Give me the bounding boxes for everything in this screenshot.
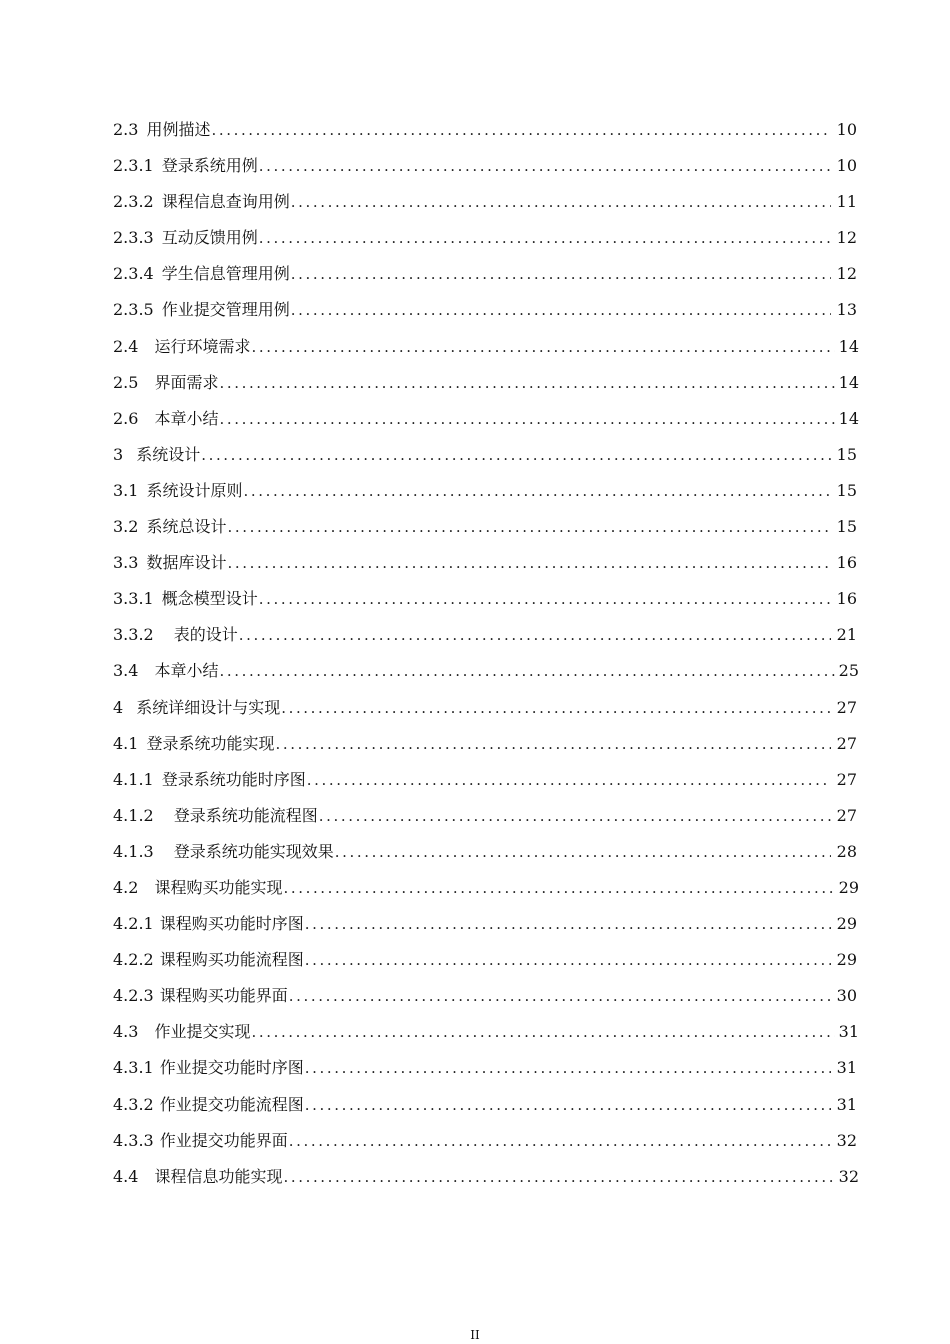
toc-entry-page: 27 (836, 769, 857, 789)
toc-entry[interactable] (113, 622, 859, 658)
toc-entry[interactable] (113, 1164, 859, 1204)
toc-entry-page: 29 (836, 914, 857, 934)
toc-entry-number: 4.3.2 (113, 1094, 154, 1114)
toc-dot-leader (227, 550, 831, 576)
toc-entry-title: 作业提交功能时序图 (159, 1058, 304, 1078)
toc-entry-title: 课程信息功能实现 (154, 1166, 283, 1186)
toc-entry[interactable] (113, 261, 859, 297)
toc-dot-leader (275, 731, 831, 757)
toc-dot-leader (227, 514, 831, 540)
toc-entry-number: 3.4 (113, 661, 139, 681)
toc-dot-leader (289, 1128, 831, 1154)
toc-entry-title: 作业提交管理用例 (161, 300, 290, 320)
toc-entry-page: 25 (838, 661, 859, 681)
toc-dot-leader (307, 767, 831, 793)
toc-entry-page: 28 (836, 841, 857, 861)
toc-entry[interactable] (113, 731, 859, 767)
toc-entry-number: 4.1.3 (113, 841, 154, 861)
toc-entry[interactable] (113, 911, 859, 947)
toc-entry-page: 29 (838, 877, 859, 897)
toc-entry-number: 4.3 (113, 1022, 139, 1042)
toc-entry-page: 16 (836, 589, 857, 609)
toc-entry-title: 登录系统功能流程图 (173, 805, 318, 825)
toc-entry-number: 2.5 (113, 372, 139, 392)
toc-entry-title: 用例描述 (146, 120, 211, 139)
toc-dot-leader (319, 803, 831, 829)
toc-entry-page: 27 (836, 697, 857, 717)
toc-entry[interactable] (113, 370, 859, 406)
toc-entry-number: 3.1 (113, 480, 139, 500)
toc-entry-number: 2.3.4 (113, 264, 154, 284)
toc-entry-title: 登录系统功能实现效果 (173, 841, 334, 861)
toc-entry[interactable] (113, 334, 859, 370)
toc-entry-title: 本章小结 (154, 661, 219, 681)
toc-entry-number: 4.1 (113, 733, 139, 753)
toc-dot-leader (305, 1055, 831, 1081)
toc-dot-leader (335, 839, 831, 865)
toc-entry-number: 4.2.3 (113, 986, 154, 1006)
toc-dot-leader (283, 1164, 834, 1190)
toc-entry-title: 学生信息管理用例 (161, 264, 290, 284)
toc-dot-leader (259, 153, 831, 179)
toc-entry[interactable] (113, 514, 859, 550)
toc-entry[interactable] (113, 442, 859, 478)
toc-dot-leader (259, 586, 831, 612)
toc-entry-title: 运行环境需求 (154, 336, 251, 356)
toc-entry-number: 4.2 (113, 877, 139, 897)
toc-entry[interactable] (113, 586, 859, 622)
toc-entry-number: 2.3 (113, 120, 139, 139)
toc-entry-number: 4.2.1 (113, 914, 154, 934)
toc-entry[interactable] (113, 478, 859, 514)
toc-dot-leader (305, 1092, 831, 1118)
toc-dot-leader (281, 695, 831, 721)
toc-entry-page: 30 (836, 986, 857, 1006)
toc-entry-number: 4.1.1 (113, 769, 154, 789)
toc-entry[interactable] (113, 189, 859, 225)
toc-entry-page: 12 (836, 228, 857, 248)
toc-entry-title: 课程购买功能实现 (154, 877, 283, 897)
toc-entry-page: 29 (836, 950, 857, 970)
toc-dot-leader (291, 261, 831, 287)
toc-dot-leader (251, 334, 834, 360)
toc-entry-page: 15 (836, 517, 857, 537)
toc-entry[interactable] (113, 297, 859, 333)
page-number-footer: II (470, 1328, 480, 1342)
toc-entry-number: 3 (113, 444, 124, 464)
toc-entry[interactable] (113, 225, 859, 261)
toc-entry-page: 16 (836, 553, 857, 573)
toc-entry-number: 4 (113, 697, 124, 717)
toc-entry[interactable] (113, 767, 859, 803)
toc-entry-title: 界面需求 (154, 372, 219, 392)
toc-entry-page: 32 (838, 1166, 859, 1186)
toc-entry-number: 2.6 (113, 408, 139, 428)
toc-dot-leader (219, 370, 834, 396)
toc-entry-number: 3.3.1 (113, 589, 154, 609)
toc-entry-number: 2.4 (113, 336, 139, 356)
toc-entry[interactable] (113, 983, 859, 1019)
toc-entry[interactable] (113, 406, 859, 442)
toc-dot-leader (201, 442, 831, 468)
toc-entry-page: 21 (836, 625, 857, 645)
toc-dot-leader (239, 622, 831, 648)
toc-entry-title: 课程购买功能时序图 (159, 914, 304, 934)
toc-entry[interactable] (113, 803, 859, 839)
toc-entry-number: 3.3 (113, 553, 139, 573)
toc-dot-leader (283, 875, 834, 901)
toc-entry-title: 系统设计 (136, 444, 201, 464)
toc-entry-title: 概念模型设计 (161, 589, 258, 609)
toc-entry-number: 4.3.1 (113, 1058, 154, 1078)
toc-dot-leader (211, 117, 831, 143)
toc-entry-page: 32 (836, 1130, 857, 1150)
toc-entry-page: 27 (836, 805, 857, 825)
toc-entry-page: 10 (836, 156, 857, 176)
toc-dot-leader (291, 297, 831, 323)
toc-dot-leader (305, 911, 831, 937)
toc-entry-title: 作业提交实现 (154, 1022, 251, 1042)
toc-entry[interactable] (113, 550, 859, 586)
toc-entry-page: 13 (836, 300, 857, 320)
toc-entry-number: 2.3.3 (113, 228, 154, 248)
toc-entry-title: 登录系统功能时序图 (161, 769, 306, 789)
toc-entry[interactable] (113, 117, 859, 153)
toc-entry-title: 登录系统功能实现 (146, 733, 275, 753)
toc-entry-page: 12 (836, 264, 857, 284)
toc-entry-title: 登录系统用例 (161, 156, 258, 176)
toc-entry-title: 表的设计 (173, 625, 238, 645)
toc-entry-page: 14 (838, 336, 859, 356)
toc-entry-title: 系统总设计 (146, 517, 227, 537)
toc-entry-number: 4.1.2 (113, 805, 154, 825)
toc-entry-number: 3.3.2 (113, 625, 154, 645)
toc-entry-page: 11 (836, 192, 857, 212)
toc-entry-title: 课程购买功能界面 (159, 986, 288, 1006)
toc-entry-title: 互动反馈用例 (161, 228, 258, 248)
toc-entry-title: 系统详细设计与实现 (136, 697, 281, 717)
toc-entry-number: 2.3.1 (113, 156, 154, 176)
toc-entry-number: 2.3.2 (113, 192, 154, 212)
toc-entry-title: 作业提交功能流程图 (159, 1094, 304, 1114)
toc-entry[interactable] (113, 695, 859, 731)
toc-dot-leader (291, 189, 831, 215)
toc-dot-leader (305, 947, 831, 973)
toc-entry-title: 数据库设计 (146, 553, 227, 573)
toc-entry-number: 3.2 (113, 517, 139, 537)
toc-entry[interactable] (113, 153, 859, 189)
toc-entry-title: 本章小结 (154, 408, 219, 428)
toc-entry-title: 课程信息查询用例 (161, 192, 290, 212)
toc-entry-page: 31 (838, 1022, 859, 1042)
toc-dot-leader (219, 658, 834, 684)
toc-entry-page: 14 (838, 408, 859, 428)
toc-entry[interactable] (113, 875, 859, 911)
toc-entry-title: 系统设计原则 (146, 480, 243, 500)
toc-entry[interactable] (113, 839, 859, 875)
toc-entry-page: 10 (836, 120, 857, 139)
toc-entry[interactable] (113, 947, 859, 983)
toc-entry-page: 31 (836, 1058, 857, 1078)
toc-entry-number: 4.3.3 (113, 1130, 154, 1150)
toc-entry[interactable] (113, 1092, 859, 1128)
toc-entry-title: 作业提交功能界面 (159, 1130, 288, 1150)
table-of-contents (113, 117, 859, 1204)
toc-dot-leader (219, 406, 834, 432)
toc-entry[interactable] (113, 1128, 859, 1164)
toc-entry-page: 15 (836, 480, 857, 500)
toc-entry-number: 4.2.2 (113, 950, 154, 970)
toc-entry-number: 4.4 (113, 1166, 139, 1186)
toc-entry-number: 2.3.5 (113, 300, 154, 320)
toc-entry-page: 31 (836, 1094, 857, 1114)
toc-entry-page: 14 (838, 372, 859, 392)
toc-entry[interactable] (113, 658, 859, 694)
toc-entry[interactable] (113, 1019, 859, 1055)
toc-dot-leader (289, 983, 831, 1009)
toc-dot-leader (251, 1019, 834, 1045)
toc-dot-leader (243, 478, 831, 504)
toc-dot-leader (259, 225, 831, 251)
toc-entry-page: 27 (836, 733, 857, 753)
toc-entry-page: 15 (836, 444, 857, 464)
toc-entry[interactable] (113, 1055, 859, 1091)
toc-entry-title: 课程购买功能流程图 (159, 950, 304, 970)
